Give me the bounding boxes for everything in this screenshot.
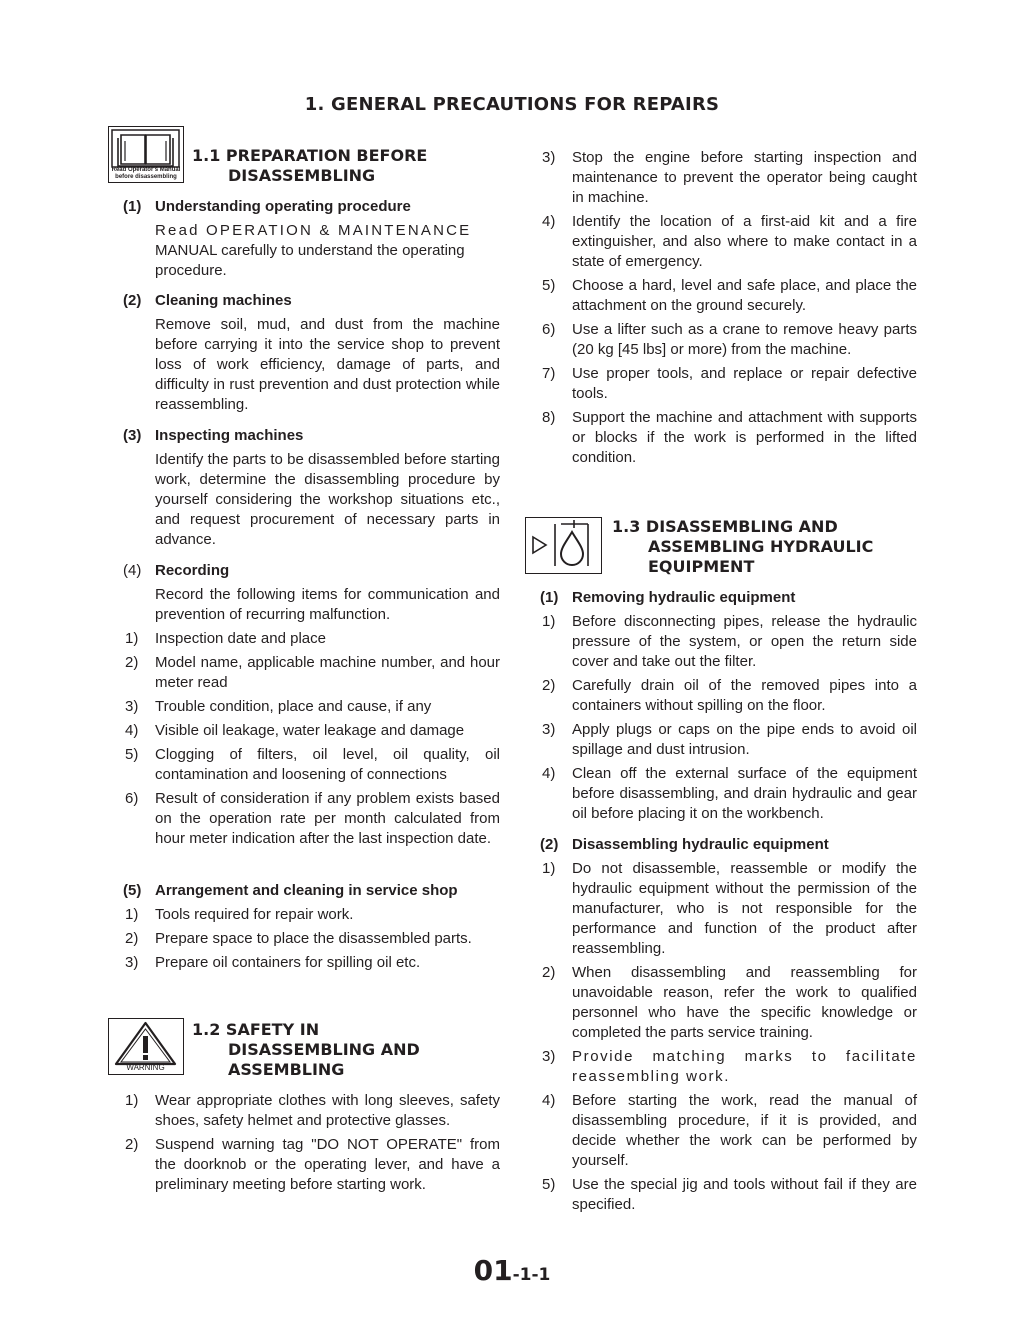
list-item: 3) Provide matching marks to facilitate reassembling work. bbox=[542, 1048, 917, 1085]
subsection-heading: (1) Understanding operating procedure bbox=[123, 198, 411, 215]
safety-list-part2 bbox=[525, 148, 917, 468]
list-item: 1) Before disconnecting pipes, release the hydraulic pressure of the system, or open the return side cover and take out the filter. bbox=[542, 613, 917, 670]
warning-icon-caption: WARNING bbox=[126, 1063, 165, 1072]
list-item: 4) Identify the location of a first-aid kit and a fire extinguisher, and also where to make contact in a state of emergency. bbox=[542, 213, 917, 270]
list-item: 2) Suspend warning tag "DO NOT OPERATE" from the doorknob or the operating lever, and have a preliminary meeting before starting work. bbox=[125, 1136, 500, 1193]
list-item: 2) Model name, applicable machine number, and hour meter read bbox=[125, 654, 500, 691]
list-item: 1) Inspection date and place bbox=[125, 630, 326, 647]
list-item: 5) Clogging of filters, oil level, oil quality, oil contamination and loosening of connections bbox=[125, 746, 500, 783]
list-item: 2) When disassembling and reassembling for unavoidable reason, refer the work to qualified personnel who have the specific knowledge or completed the parts service training. bbox=[542, 964, 917, 1041]
section-1-1-title: 1.1 PREPARATION BEFORE DISASSEMBLING bbox=[192, 146, 428, 185]
shop-list bbox=[108, 905, 500, 973]
subsection-heading: (2) Disassembling hydraulic equipment bbox=[540, 836, 829, 853]
hydraulic-oil-icon bbox=[525, 517, 602, 574]
list-item: 3) Stop the engine before starting inspection and maintenance to prevent the operator being caught in machine. bbox=[542, 149, 917, 206]
list-item: 8) Support the machine and attachment with supports or blocks if the work is performed in the lifted condition. bbox=[542, 409, 917, 466]
paragraph: Identify the parts to be disassembled before starting work, determine the disassembling procedure by yourself considering the workshop situations etc., and request procurement of necessary parts in advance. bbox=[155, 451, 500, 548]
list-item: 4) Before starting the work, read the manual of disassembling procedure, if it is provided, and decide whether the work can be performed by yourself. bbox=[542, 1092, 917, 1169]
read-manual-icon bbox=[108, 126, 184, 183]
page-number: 01-1-1 bbox=[473, 1254, 551, 1287]
recording-list bbox=[108, 629, 500, 849]
subsection-heading: (5) Arrangement and cleaning in service shop bbox=[123, 882, 458, 899]
list-item: 5) Choose a hard, level and safe place, and place the attachment on the ground securely. bbox=[542, 277, 917, 314]
section-1-2-title: 1.2 SAFETY IN DISASSEMBLING AND ASSEMBLING bbox=[192, 1020, 420, 1079]
subsection-heading: (1) Removing hydraulic equipment bbox=[540, 589, 796, 606]
disassembling-list bbox=[525, 859, 917, 1215]
list-item: 3) Apply plugs or caps on the pipe ends to avoid oil spillage and dust intrusion. bbox=[542, 721, 917, 758]
list-item: 4) Visible oil leakage, water leakage and damage bbox=[125, 722, 465, 739]
subsection-heading: (3) Inspecting machines bbox=[123, 427, 304, 444]
paragraph: Remove soil, mud, and dust from the machine before carrying it into the service shop to prevent loss of work efficiency, damage of parts, and difficulty in rust prevention and dust protection while reassembling. bbox=[155, 316, 500, 413]
list-item: 3) Trouble condition, place and cause, if any bbox=[125, 698, 432, 715]
page-title: 1. GENERAL PRECAUTIONS FOR REPAIRS bbox=[304, 94, 720, 115]
manual-icon-caption: Read Operator's Manual before disassembling bbox=[111, 167, 181, 180]
subsection-heading: (2) Cleaning machines bbox=[123, 292, 292, 309]
subsection-heading: (4) Recording bbox=[123, 562, 230, 579]
list-item: 3) Prepare oil containers for spilling oil etc. bbox=[125, 954, 421, 971]
list-item: 7) Use proper tools, and replace or repair defective tools. bbox=[542, 365, 917, 402]
section-1-3-title: 1.3 DISASSEMBLING AND ASSEMBLING HYDRAULIC EQUIPMENT bbox=[612, 517, 874, 576]
paragraph: Read OPERATION & MAINTENANCE MANUAL carefully to understand the operating procedure. bbox=[155, 222, 472, 279]
list-item: 2) Prepare space to place the disassembled parts. bbox=[125, 930, 472, 947]
list-item: 6) Use a lifter such as a crane to remove heavy parts (20 kg [45 lbs] or more) from the machine. bbox=[542, 321, 917, 358]
warning-icon bbox=[108, 1018, 184, 1075]
list-item: 4) Clean off the external surface of the equipment before disassembling, and drain hydraulic and gear oil before placing it on the workbench. bbox=[542, 765, 917, 822]
list-item: 6) Result of consideration if any problem exists based on the operation rate per month calculated from hour meter indication after the last inspection date. bbox=[125, 790, 500, 847]
list-item: 1) Tools required for repair work. bbox=[125, 906, 354, 923]
list-item: 1) Wear appropriate clothes with long sleeves, safety shoes, safety helmet and protective glasses. bbox=[125, 1092, 500, 1129]
list-item: 2) Carefully drain oil of the removed pipes into a containers without spilling on the floor. bbox=[542, 677, 917, 714]
list-item: 1) Do not disassemble, reassemble or modify the hydraulic equipment without the permission of the manufacturer, who is not responsible for the performance and function of the product after reassembling. bbox=[542, 860, 917, 957]
paragraph: Record the following items for communication and prevention of recurring malfunction. bbox=[155, 586, 500, 623]
list-item: 5) Use the special jig and tools without fail if they are specified. bbox=[542, 1176, 917, 1213]
oil-drop-icon bbox=[526, 518, 600, 572]
removing-list bbox=[525, 612, 917, 824]
safety-list-part1 bbox=[108, 1091, 500, 1195]
